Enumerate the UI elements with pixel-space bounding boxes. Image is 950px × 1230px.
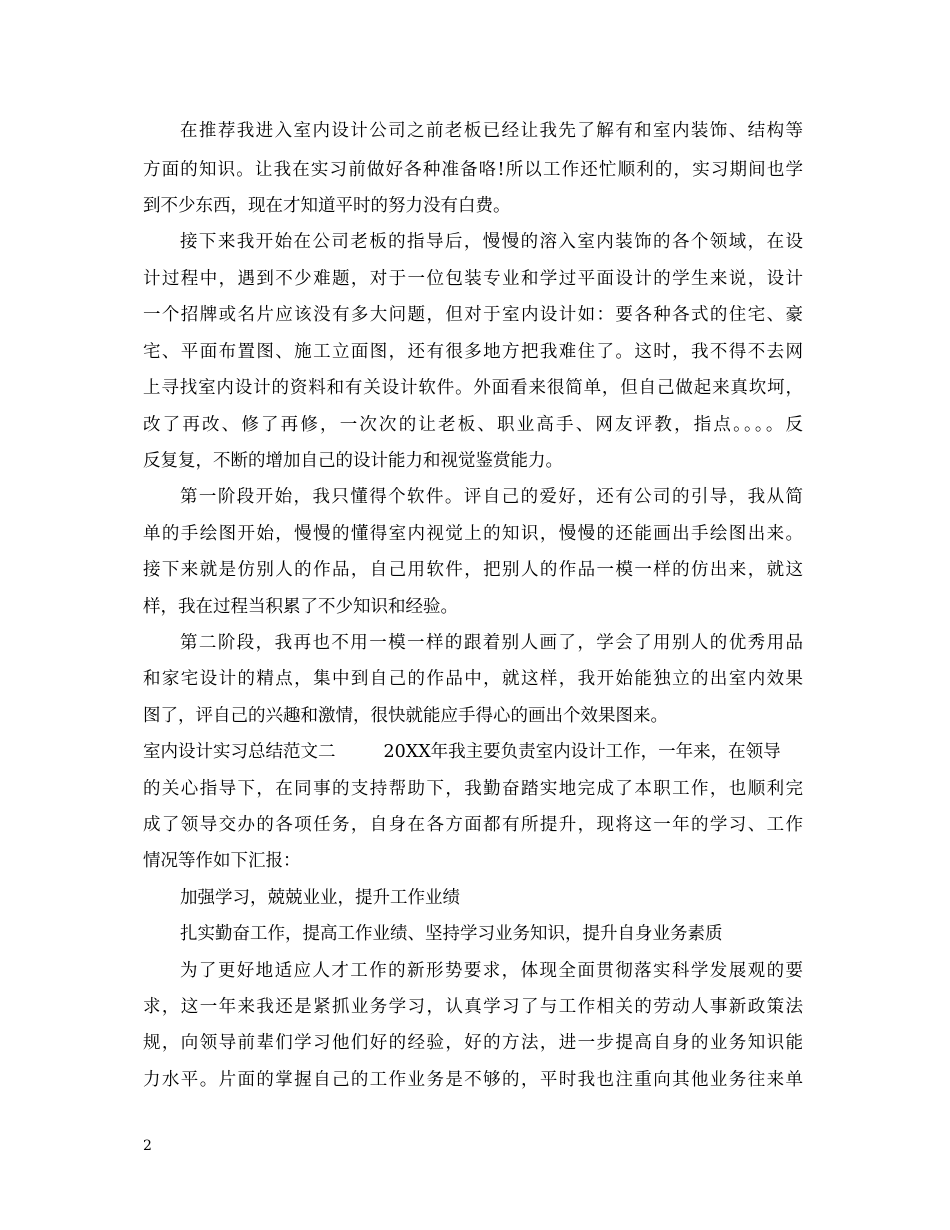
subheading: 加强学习，兢兢业业，提升工作业绩 <box>180 888 460 908</box>
text-line: 方面的知识。让我在实习前做好各种准备咯!所以工作还忙顺利的，实习期间也学 <box>143 160 803 180</box>
text-line: 单的手绘图开始，慢慢的懂得室内视觉上的知识，慢慢的还能画出手绘图出来。 <box>143 524 803 544</box>
subheading: 扎实勤奋工作，提高工作业绩、坚持学习业务知识，提升自身业务素质 <box>180 924 723 944</box>
text-line: 成了领导交办的各项任务，自身在各方面都有所提升，现将这一年的学习、工作 <box>143 815 803 835</box>
text-line: 接下来就是仿别人的作品，自己用软件，把别人的作品一模一样的仿出来，就这 <box>143 560 803 580</box>
section-title: 室内设计实习总结范文二 <box>143 742 336 762</box>
text-line: 一个招牌或名片应该没有多大问题，但对于室内设计如：要各种各式的住宅、豪 <box>143 305 803 325</box>
text-line: 力水平。片面的掌握自己的工作业务是不够的，平时我也注重向其他业务往来单 <box>143 1070 803 1090</box>
text-line: 样，我在过程当积累了不少知识和经验。 <box>143 597 458 617</box>
text-line <box>143 735 803 769</box>
text-line: 求，这一年来我还是紧抓业务学习，认真学习了与工作相关的劳动人事新政策法 <box>143 997 803 1017</box>
text-line: 计过程中，遇到不少难题，对于一位包装专业和学过平面设计的学生来说，设计 <box>143 269 803 289</box>
text-line: 接下来我开始在公司老板的指导后，慢慢的溶入室内装饰的各个领域，在设 <box>180 232 803 252</box>
text-line: 在推荐我进入室内设计公司之前老板已经让我先了解有和室内装饰、结构等 <box>180 121 803 141</box>
text-line: 为了更好地适应人才工作的新形势要求，体现全面贯彻落实科学发展观的要 <box>180 961 803 981</box>
text-line: 第二阶段，我再也不用一模一样的跟着别人画了，学会了用别人的优秀用品 <box>180 633 803 653</box>
text-line: 图了，评自己的兴趣和激情，很快就能应手得心的画出个效果图来。 <box>143 706 668 726</box>
text-line: 反复复，不断的增加自己的设计能力和视觉鉴赏能力。 <box>143 451 563 471</box>
text-segment: 20XX年我主要负责室内设计工作，一年来，在领导 <box>383 742 781 762</box>
text-line: 第一阶段开始，我只懂得个软件。评自己的爱好，还有公司的引导，我从简 <box>180 487 803 507</box>
text-line: 情况等作如下汇报： <box>143 851 301 871</box>
text-line: 的关心指导下，在同事的支持帮助下，我勤奋踏实地完成了本职工作，也顺利完 <box>143 779 803 799</box>
page-number: 2 <box>143 1138 152 1154</box>
text-line: 和家宅设计的精点，集中到自己的作品中，就这样，我开始能独立的出室内效果 <box>143 669 803 689</box>
text-line: 规，向领导前辈们学习他们好的经验，好的方法，进一步提高自身的业务知识能 <box>143 1033 803 1053</box>
text-line: 宅、平面布置图、施工立面图，还有很多地方把我难住了。这时，我不得不去网 <box>143 342 803 362</box>
text-line: 上寻找室内设计的资料和有关设计软件。外面看来很简单，但自己做起来真坎坷， <box>143 378 803 398</box>
text-line: 到不少东西，现在才知道平时的努力没有白费。 <box>143 196 511 216</box>
text-line: 改了再改、修了再修，一次次的让老板、职业高手、网友评教，指点。。。。反 <box>143 415 803 435</box>
